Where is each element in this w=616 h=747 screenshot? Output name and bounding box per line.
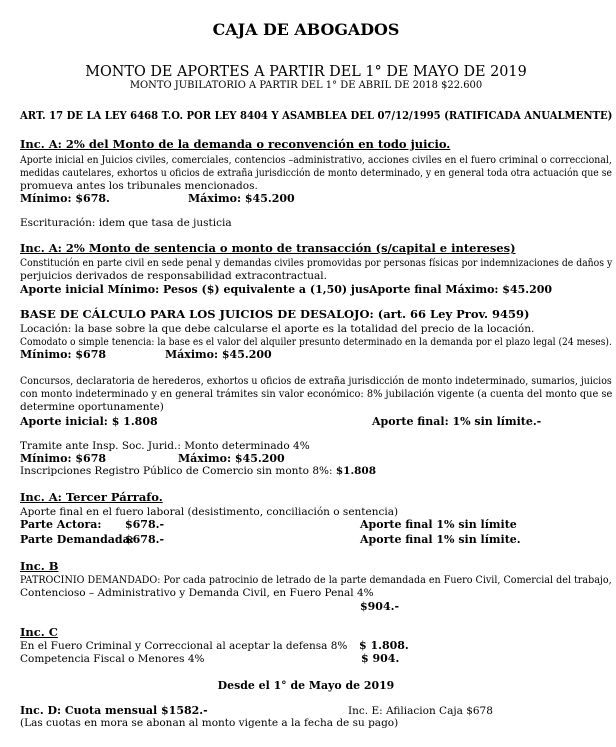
inscripciones-value: $1.808 [335, 465, 377, 477]
cuotas-note: (Las cuotas en mora se abonan al monto vigente a la fecha de su pago) [20, 717, 399, 729]
inc-a2-aporte-inicial: Aporte inicial Mínimo: Pesos ($) equivalente a (1,50) jus. [20, 283, 373, 296]
inc-a2-aporte-final: Aporte final Máximo: $45.200 [369, 283, 553, 296]
concursos-body-line: Concursos, declaratoria de herederos, exhortos u oficios de extraña jurisdicción de monto indeterminado, sumarios, juicios [20, 375, 612, 387]
inc-a1-body-line: Aporte inicial en Juicios civiles, comerciales, contencios –administrativo, acciones civiles en el fuero criminal o correccional, [20, 154, 612, 166]
tramite-max: Máximo: $45.200 [178, 452, 285, 465]
desalojo-heading: BASE DE CÁLCULO PARA LOS JUICIOS DE DESALOJO: (art. 66 Ley Prov. 9459) [20, 307, 530, 321]
inc-a2-body-line: Constitución en parte civil en sede penal y demandas civiles promovidas por personas físicas por indemnizaciones de daños y [20, 257, 613, 269]
desalojo-body-line: Comodato o simple tenencia: la base es el valor del alquiler presunto determinado en la demanda por el plazo legal (24 meses). [20, 336, 612, 348]
document-title: CAJA DE ABOGADOS [212, 20, 400, 39]
inc-d-line: Inc. D: Cuota mensual $1582.- [20, 704, 208, 717]
inc-a2-heading: Inc. A: 2% Monto de sentencia o monto de transacción (s/capital e intereses) [20, 241, 516, 255]
inc-c-value-2: $ 904. [361, 652, 400, 665]
concursos-aporte-inicial: Aporte inicial: $ 1.808 [20, 415, 158, 428]
inc-c-line-1: En el Fuero Criminal y Correccional al aceptar la defensa 8% [20, 640, 348, 652]
desalojo-body-line: Locación: la base sobre la que debe calcularse el aporte es la totalidad del precio de la locación. [20, 323, 535, 335]
tramite-line: Tramite ante Insp. Soc. Jurid.: Monto determinado 4% [20, 440, 310, 452]
inc-a1-body-line: promueva antes los tribunales mencionados. [20, 180, 258, 192]
inc-b-value: $904.- [360, 600, 400, 613]
article-line: ART. 17 DE LA LEY 6468 T.O. POR LEY 8404 Y ASAMBLEA DEL 07/12/1995 (RATIFICADA ANUALMENTE) [20, 108, 613, 122]
desde-line: Desde el 1° de Mayo de 2019 [217, 679, 395, 692]
escrituracion-line: Escrituración: idem que tasa de justicia [20, 217, 232, 229]
inc-a3-body: Aporte final en el fuero laboral (desistimento, conciliación o sentencia) [20, 506, 399, 518]
inc-a1-min: Mínimo: $678. [20, 192, 110, 205]
tramite-min: Mínimo: $678 [20, 452, 107, 465]
inc-a1-max: Máximo: $45.200 [188, 192, 295, 205]
inc-a3-heading: Inc. A: Tercer Párrafo. [20, 490, 163, 504]
desalojo-max: Máximo: $45.200 [165, 348, 272, 361]
document-subtitle-2: MONTO JUBILATORIO A PARTIR DEL 1° DE ABRIL DE 2018 $22.600 [129, 80, 483, 91]
inscripciones-line [20, 466, 376, 477]
parte-actora-value: $678.- [125, 518, 165, 531]
inc-b-body-line: Contencioso – Administrativo y Demanda Civil, en Fuero Penal 4% [20, 587, 374, 599]
concursos-aporte-final: Aporte final: 1% sin límite.- [372, 415, 542, 428]
inc-a2-body-line: perjuicios derivados de responsabilidad extracontractual. [20, 270, 327, 282]
parte-demandada-final: Aporte final 1% sin límite. [360, 533, 521, 546]
inc-e-line: Inc. E: Afiliacion Caja $678 [348, 705, 493, 717]
inscripciones-text: Inscripciones Registro Público de Comercio sin monto 8%: [20, 465, 336, 477]
parte-actora-final: Aporte final 1% sin límite [360, 518, 517, 531]
parte-demandada-label: Parte Demandada: [20, 533, 134, 546]
inc-c-line-2: Competencia Fiscal o Menores 4% [20, 653, 205, 665]
parte-demandada-value: $678.- [125, 533, 165, 546]
concursos-body-line: determine oportunamente) [20, 401, 164, 413]
inc-a1-body-line: medidas cautelares, exhortos u oficios de extraña jurisdicción de monto determinado, y en general toda otra actuación que se [20, 167, 612, 179]
inc-b-body-line: PATROCINIO DEMANDADO: Por cada patrocinio de letrado de la parte demandada en Fuero Civil, Comercial del trabajo, [20, 574, 612, 586]
inc-c-heading: Inc. C [20, 625, 58, 639]
inc-b-heading: Inc. B [20, 559, 59, 573]
parte-actora-label: Parte Actora: [20, 518, 102, 531]
concursos-body-line: con monto indeterminado y en general trámites sin valor económico: 8% jubilación vigente (a cuenta del monto que se [20, 388, 613, 400]
document-subtitle: MONTO DE APORTES A PARTIR DEL 1° DE MAYO DE 2019 [85, 64, 527, 80]
desalojo-min: Mínimo: $678 [20, 348, 107, 361]
inc-a1-heading: Inc. A: 2% del Monto de la demanda o reconvención en todo juicio. [20, 137, 451, 151]
inc-c-value-1: $ 1.808. [359, 639, 409, 652]
